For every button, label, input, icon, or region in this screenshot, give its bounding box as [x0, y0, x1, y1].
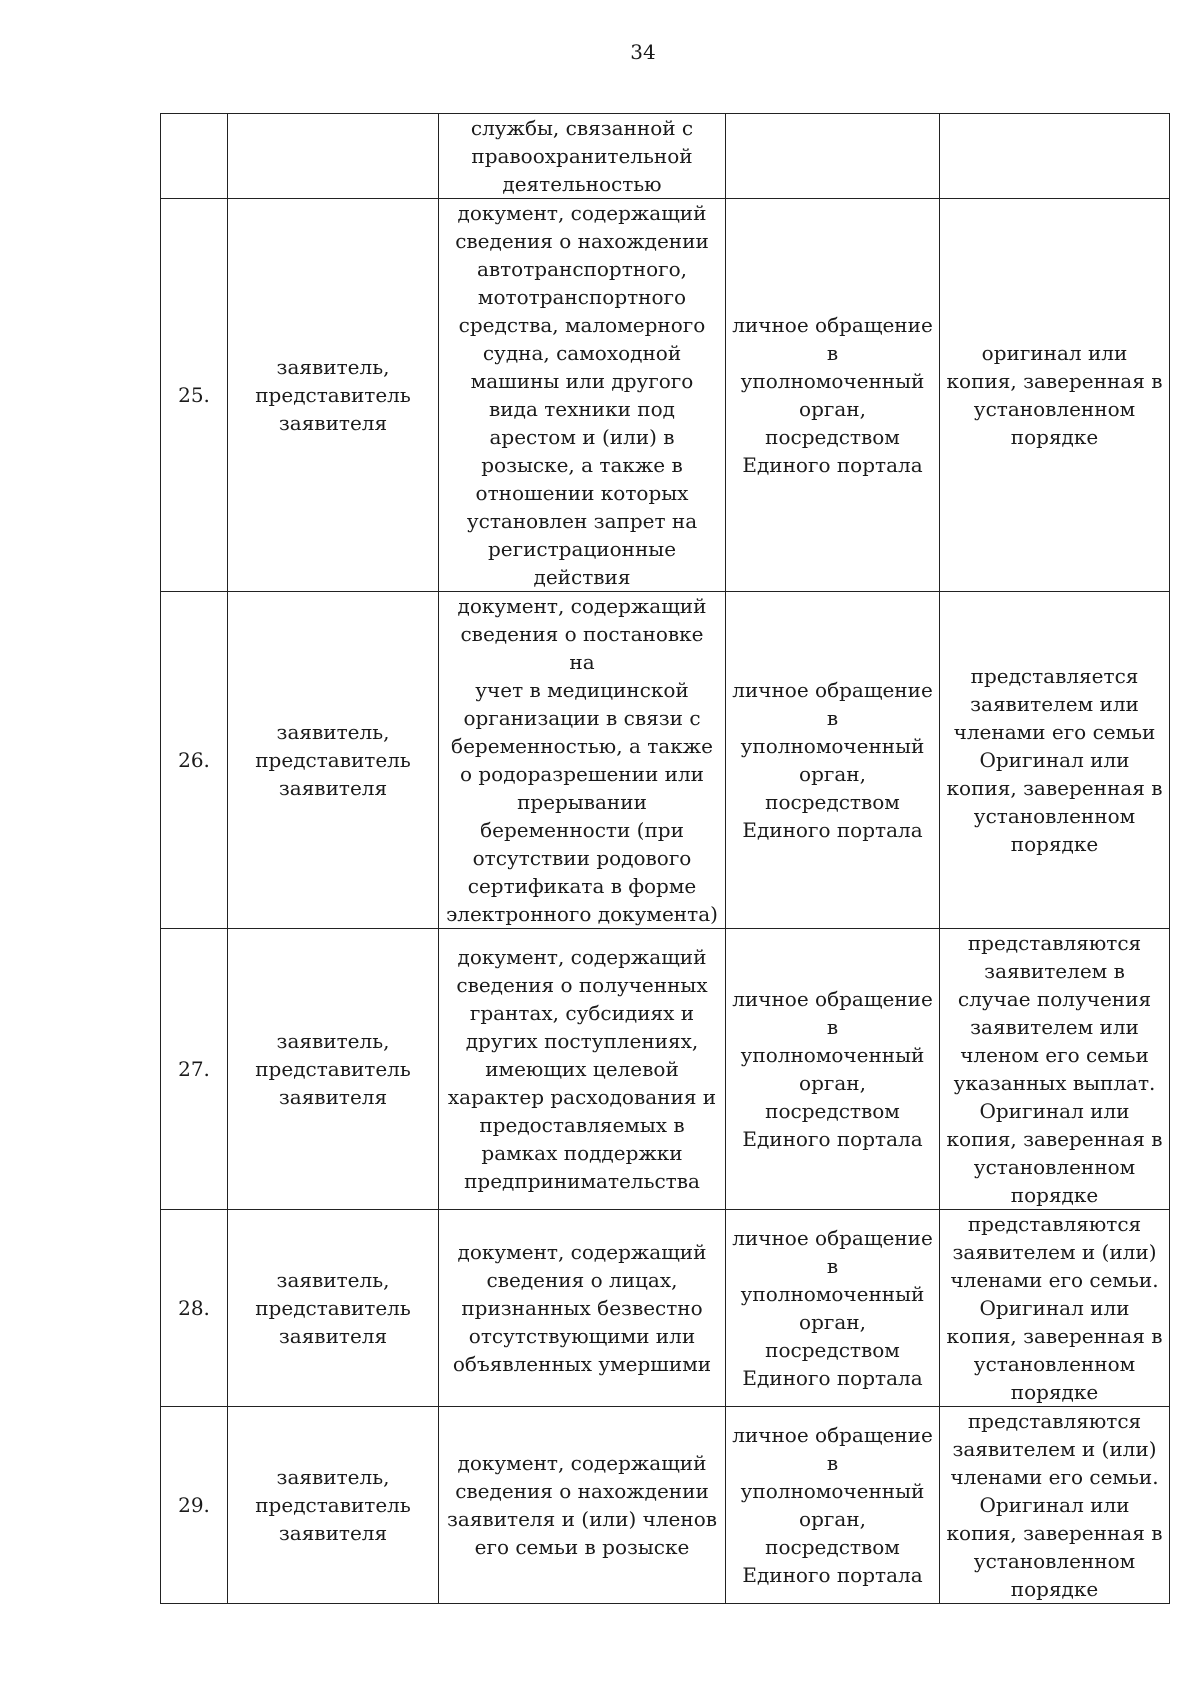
cell-number [161, 114, 228, 199]
cell-method [726, 114, 940, 199]
cell-form: представляются заявителем в случае получения заявителем или членом его семьи указанных выплат. Оригинал или копия, заверенная в установленном порядке [940, 929, 1170, 1210]
cell-number: 29. [161, 1407, 228, 1604]
cell-document: службы, связанной с правоохранительной деятельностью [439, 114, 726, 199]
cell-number: 25. [161, 199, 228, 592]
cell-method: личное обращение в уполномоченный орган, посредством Единого портала [726, 199, 940, 592]
cell-form: представляется заявителем или членами его семьи Оригинал или копия, заверенная в установленном порядке [940, 592, 1170, 929]
cell-applicant: заявитель, представитель заявителя [228, 592, 439, 929]
cell-number: 26. [161, 592, 228, 929]
cell-form: представляются заявителем и (или) членами его семьи. Оригинал или копия, заверенная в установленном порядке [940, 1407, 1170, 1604]
cell-method: личное обращение в уполномоченный орган, посредством Единого портала [726, 929, 940, 1210]
page-number: 34 [630, 40, 656, 64]
table-row-continuation [161, 114, 1170, 199]
cell-number: 27. [161, 929, 228, 1210]
cell-applicant [228, 114, 439, 199]
cell-applicant: заявитель, представитель заявителя [228, 199, 439, 592]
table-row [161, 592, 1170, 929]
cell-number: 28. [161, 1210, 228, 1407]
cell-document: документ, содержащий сведения о лицах, признанных безвестно отсутствующими или объявленных умершими [439, 1210, 726, 1407]
cell-method: личное обращение в уполномоченный орган, посредством Единого портала [726, 592, 940, 929]
cell-applicant: заявитель, представитель заявителя [228, 1210, 439, 1407]
cell-form [940, 114, 1170, 199]
table-row [161, 199, 1170, 592]
cell-form: оригинал или копия, заверенная в установленном порядке [940, 199, 1170, 592]
cell-document: документ, содержащий сведения о полученных грантах, субсидиях и других поступлениях, имеющих целевой характер расходования и предоставляемых в рамках поддержки предпринимательства [439, 929, 726, 1210]
table-row [161, 929, 1170, 1210]
cell-applicant: заявитель, представитель заявителя [228, 1407, 439, 1604]
documents-table [160, 113, 1170, 1604]
cell-method: личное обращение в уполномоченный орган, посредством Единого портала [726, 1407, 940, 1604]
table-row [161, 1210, 1170, 1407]
table-row [161, 1407, 1170, 1604]
cell-document: документ, содержащий сведения о постановке на учет в медицинской организации в связи с беременностью, а также о родоразрешении или прерывании беременности (при отсутствии родового сертификата в форме электронного документа) [439, 592, 726, 929]
cell-form: представляются заявителем и (или) членами его семьи. Оригинал или копия, заверенная в установленном порядке [940, 1210, 1170, 1407]
cell-method: личное обращение в уполномоченный орган, посредством Единого портала [726, 1210, 940, 1407]
cell-document: документ, содержащий сведения о нахождении заявителя и (или) членов его семьи в розыске [439, 1407, 726, 1604]
cell-applicant: заявитель, представитель заявителя [228, 929, 439, 1210]
cell-document: документ, содержащий сведения о нахождении автотранспортного, мототранспортного средства, маломерного судна, самоходной машины или другого вида техники под арестом и (или) в розыске, а также в отношении которых установлен запрет на регистрационные действия [439, 199, 726, 592]
